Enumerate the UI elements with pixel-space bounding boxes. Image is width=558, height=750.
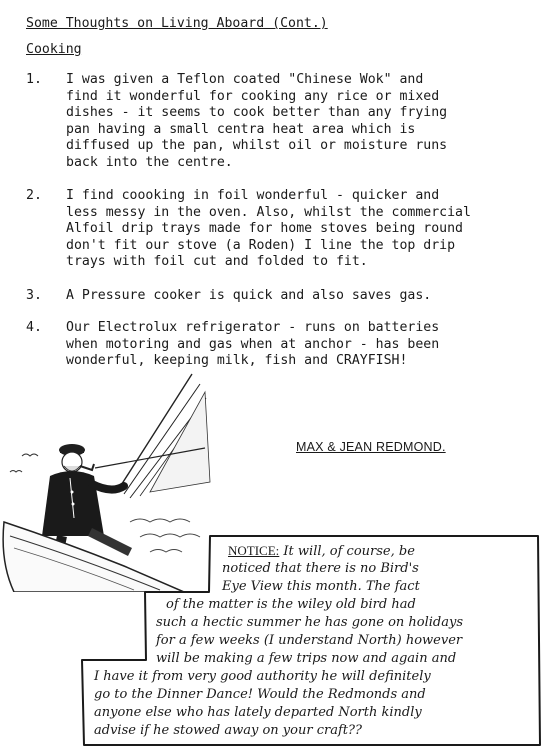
item-line: diffused up the pan, whilst oil or moisture runs	[66, 138, 448, 154]
item-line: A Pressure cooker is quick and also saves gas.	[66, 288, 432, 303]
item-line: trays with foil cut and folded to fit.	[66, 254, 368, 270]
notice-line: of the matter is the wiley old bird had	[166, 597, 416, 612]
notice-line: advise if he stowed away on your craft??	[94, 723, 362, 738]
item-number: 1.	[26, 72, 42, 87]
notice-line: noticed that there is no Bird's	[222, 561, 419, 576]
notice-label: NOTICE:	[228, 543, 280, 558]
item-number: 4.	[26, 320, 42, 335]
item-number: 3.	[26, 288, 42, 303]
item-line: find it wonderful for cooking any rice or mixed	[66, 88, 440, 104]
item-line: when motoring and gas when at anchor - has been	[66, 336, 440, 352]
section-heading: Cooking	[26, 42, 82, 57]
item-number: 2.	[26, 188, 42, 203]
notice-line: I have it from very good authority he will definitely	[94, 669, 431, 684]
item-line: dishes - it seems to cook better than any frying	[66, 105, 448, 121]
notice-line: will be making a few trips now and again and	[156, 651, 457, 666]
author-signature: MAX & JEAN REDMOND.	[296, 440, 446, 454]
sailor-boat-illustration	[0, 372, 230, 592]
notice-text: It will, of course, be	[283, 544, 415, 559]
notice-line: such a hectic summer he has gone on holidays	[156, 615, 463, 630]
item-line: don't fit our stove (a Roden) I line the top drip	[66, 237, 456, 253]
item-line: Our Electrolux refrigerator - runs on batteries	[66, 320, 440, 335]
page-header: Some Thoughts on Living Aboard (Cont.)	[26, 16, 328, 31]
item-line: wonderful, keeping milk, fish and CRAYFISH!	[66, 353, 408, 369]
item-line: pan having a small centra heat area which is	[66, 121, 416, 137]
item-line: I find coooking in foil wonderful - quicker and	[66, 188, 440, 203]
notice-line: Eye View this month. The fact	[222, 579, 420, 594]
notice-line	[228, 543, 415, 559]
notice-line: for a few weeks (I understand North) however	[156, 633, 463, 648]
item-line: Alfoil drip trays made for home stoves being round	[66, 221, 463, 237]
item-line: less messy in the oven. Also, whilst the commercial	[66, 204, 471, 220]
item-line: back into the centre.	[66, 154, 233, 170]
notice-line: go to the Dinner Dance! Would the Redmonds and	[94, 687, 426, 702]
notice-line: anyone else who has lately departed North kindly	[94, 705, 422, 720]
item-line: I was given a Teflon coated "Chinese Wok" and	[66, 72, 424, 87]
